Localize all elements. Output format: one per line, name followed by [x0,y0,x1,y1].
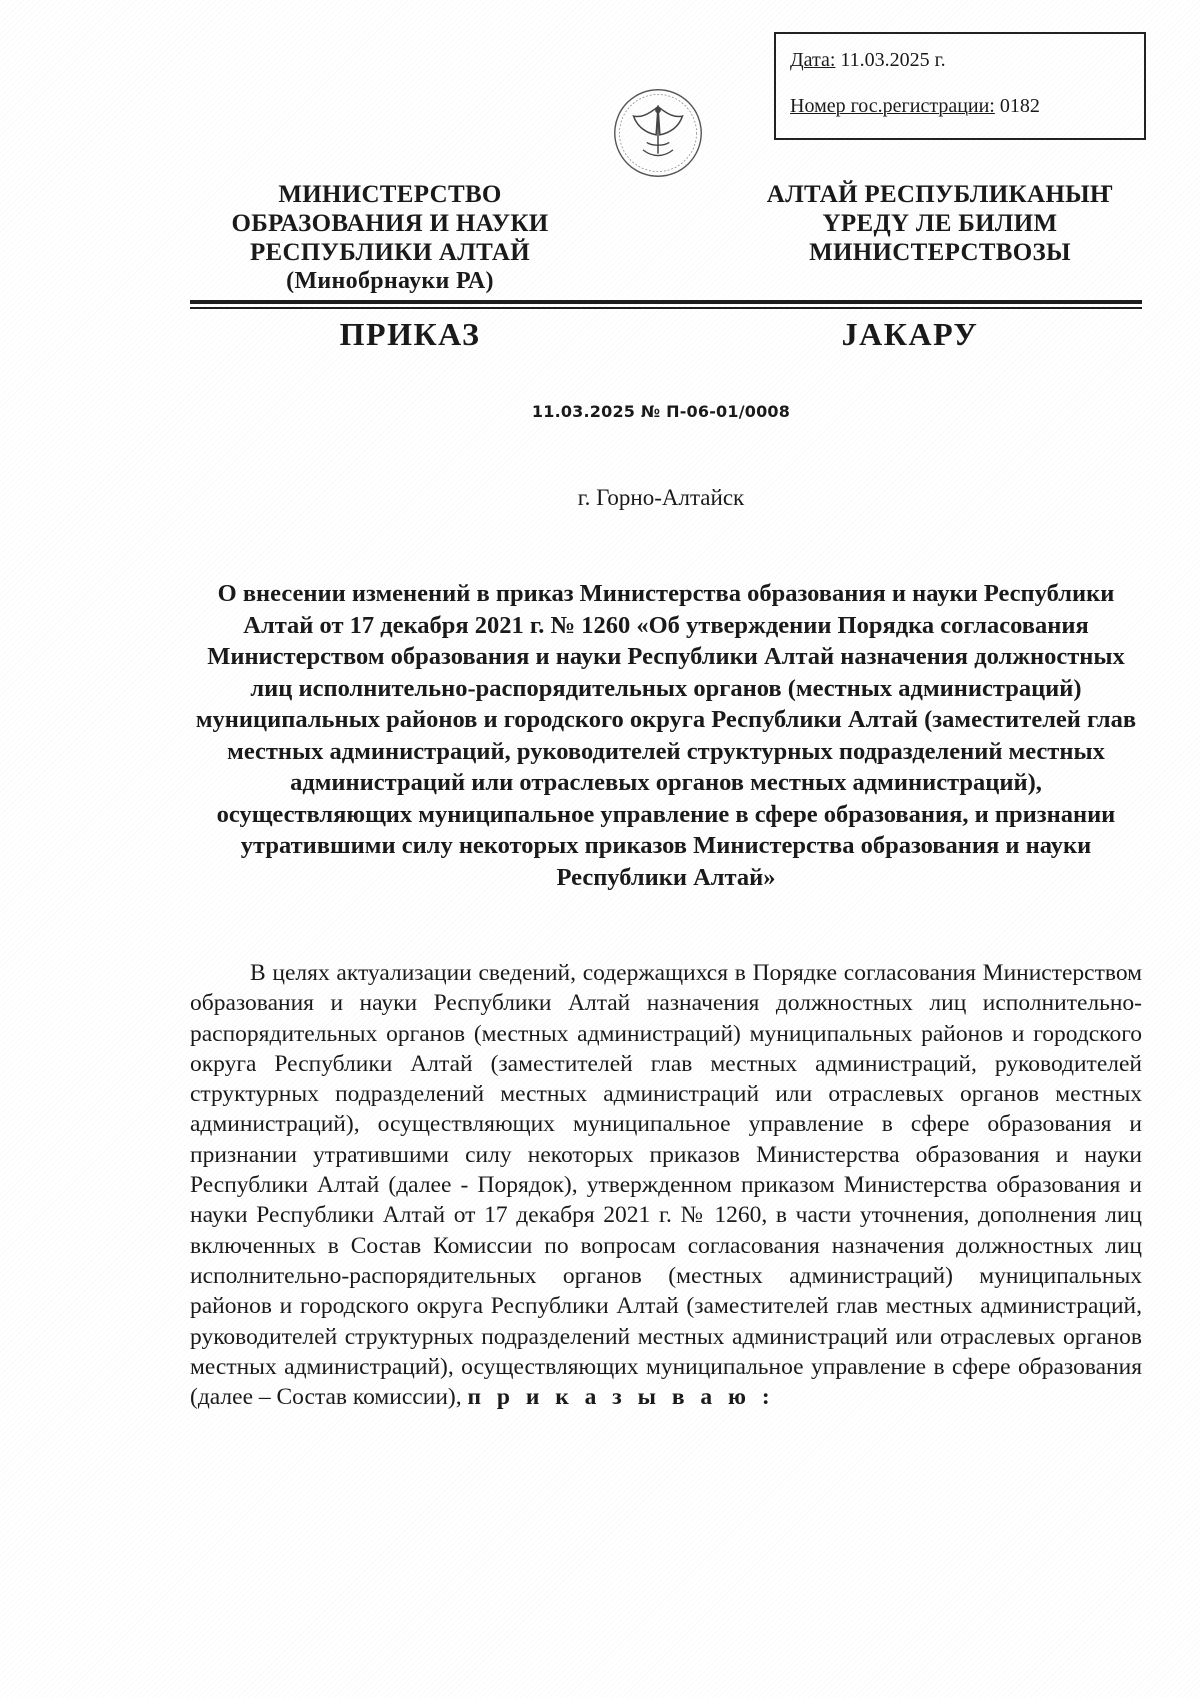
registration-number-value: 0182 [999,95,1040,117]
body-text: В целях актуализации сведений, содержащихся в Порядке согласования Министерством образования и науки Республики Алтай назначения должностных лиц исполнительно-распорядительных органов (местных администраций) муниципальных районов и городского округа Республики Алтай (заместителей глав местных администраций, руководителей структурных подразделений местных администраций или отраслевых органов местных администраций), осуществляющих муниципальное управление в сфере образования и признании утратившими силу некоторых приказов Министерства образования и науки Республики Алтай (далее - Порядок), утвержденном приказом Министерства образования и науки Республики Алтай от 17 декабря 2021 г. № 1260, в части уточнения, дополнения лиц включенных в Состав Комиссии по вопросам согласования назначения должностных лиц исполнительно-распорядительных органов (местных администраций) муниципальных районов и городского округа Республики Алтай (заместителей глав местных администраций, руководителей структурных подразделений местных администраций или отраслевых органов местных администраций), осуществляющих муниципальное управление в сфере образования (далее – Состав комиссии), [190,960,1142,1411]
ministry-name-altai [740,180,1140,267]
ministry-alt-line: ҮРЕДҮ ЛЕ БИЛИМ [822,210,1058,237]
order-body-paragraph [190,958,1142,1412]
registration-number-line [790,94,1132,140]
ministry-ru-abbreviation: (Минобрнауки РА) [286,268,494,294]
registration-stamp [774,32,1146,140]
ministry-ru-line: РЕСПУБЛИКИ АЛТАЙ [249,239,530,266]
ministry-alt-line: АЛТАЙ РЕСПУБЛИКАНЫҤ [766,181,1114,208]
header-divider-thick [190,300,1142,304]
ministry-ru-line: МИНИСТЕРСТВО [278,181,502,208]
ministry-alt-line: МИНИСТЕРСТВОЗЫ [809,239,1071,266]
order-title-russian: ПРИКАЗ [339,316,481,352]
registration-date-label: Дата: [790,49,836,71]
ministry-ru-line: ОБРАЗОВАНИЯ И НАУКИ [231,210,549,237]
order-date-number: 11.03.2025 № П-06-01/0008 [531,402,791,421]
coat-of-arms-icon [611,86,705,180]
registration-date-value: 11.03.2025 г. [840,49,946,71]
registration-number-label: Номер гос.регистрации: [790,95,995,117]
ministry-name-russian [220,180,560,296]
order-verb: п р и к а з ы в а ю : [467,1384,775,1411]
order-city: г. Горно-Алтайск [577,485,745,510]
registration-date-line [790,48,1132,94]
header-divider-thin [190,307,1142,309]
order-subject-heading: О внесении изменений в приказ Министерства образования и науки Республики Алтай от 17 декабря 2021 г. № 1260 «Об утверждении Порядка согласования Министерством образования и науки Республики Алтай назначения должностных лиц исполнительно-распорядительных органов (местных администраций) муниципальных районов и городского округа Республики Алтай (заместителей глав местных администраций, руководителей структурных подразделений местных администраций или отраслевых органов местных администраций), осуществляющих муниципальное управление в сфере образования, и признании утратившими силу некоторых приказов Министерства образования и науки Республики Алтай» [195,580,1137,891]
order-title-altai: ЈАКАРУ [841,316,979,352]
